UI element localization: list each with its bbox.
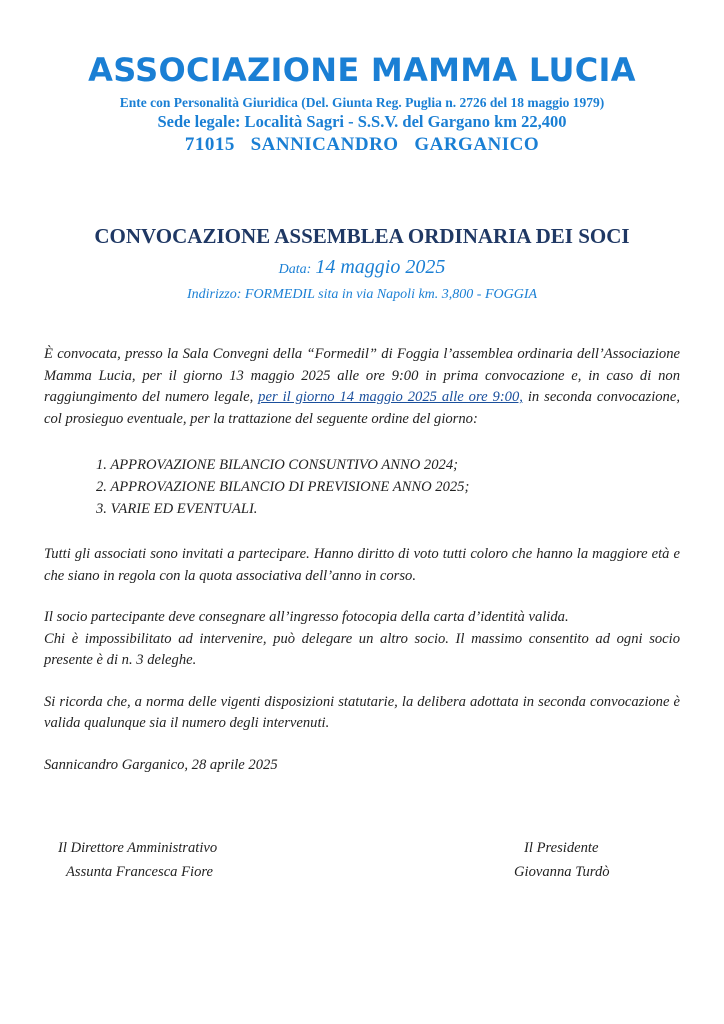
meeting-address: Indirizzo: FORMEDIL sita in via Napoli km. 3,800 - FOGGIA xyxy=(186,287,538,302)
second-call-date: per il giorno 14 maggio 2025 alle ore 9:00, xyxy=(258,389,523,405)
president-signature xyxy=(514,836,610,884)
intro-paragraph xyxy=(44,344,680,430)
document-body xyxy=(44,344,680,776)
id-document-paragraph: Il socio partecipante deve consegnare all’ingresso fotocopia della carta d’identità valida. xyxy=(44,609,569,625)
meeting-date xyxy=(0,254,724,283)
invite-paragraph: Tutti gli associati sono invitati a partecipare. Hanno diritto di voto tutti coloro che hanno la maggiore età e che siano in regola con la quota associativa dell’anno in corso. xyxy=(44,546,680,584)
date-value: 14 maggio 2025 xyxy=(315,256,446,278)
director-signature xyxy=(58,836,217,884)
place-date: Sannicandro Garganico, 28 aprile 2025 xyxy=(44,756,278,773)
president-name: Giovanna Turdò xyxy=(514,864,610,880)
agenda-item: 2. APPROVAZIONE BILANCIO DI PREVISIONE ANNO 2025; xyxy=(96,479,470,495)
delegation-paragraph: Chi è impossibilitato ad intervenire, può delegare un altro socio. Il massimo consentito ad ogni socio presente è di n. 3 deleghe. xyxy=(44,630,680,668)
intro-text-1: È convocata, presso la Sala Convegni della “Formedil” di Foggia l’assemblea ordinaria dell’Associazione Mamma Lucia, per il giorno 13 maggio 2025 alle ore 9:00 in prima convocazione e, in caso di non raggiungimento del numero legale, xyxy=(44,346,680,405)
agenda-item: 1. APPROVAZIONE BILANCIO CONSUNTIVO ANNO 2024; xyxy=(96,457,458,473)
reminder-paragraph: Si ricorda che, a norma delle vigenti disposizioni statutarie, la delibera adottata in seconda convocazione è valida qualunque sia il numero degli intervenuti. xyxy=(44,693,680,731)
title-block xyxy=(0,222,724,305)
letterhead xyxy=(0,48,724,158)
intro-text-2: in seconda convocazione, col prosieguo eventuale, per la trattazione del seguente ordine del giorno: xyxy=(44,389,680,427)
agenda-item: 3. VARIE ED EVENTUALI. xyxy=(96,501,258,517)
president-role: Il Presidente xyxy=(524,840,599,856)
director-role: Il Direttore Amministrativo xyxy=(58,840,218,856)
director-name: Assunta Francesca Fiore xyxy=(66,864,213,880)
date-label: Data: xyxy=(278,262,312,277)
postal-city: 71015 SANNICANDRO GARGANICO xyxy=(184,134,540,155)
document-title: CONVOCAZIONE ASSEMBLEA ORDINARIA DEI SOCI xyxy=(94,224,630,248)
legal-status: Ente con Personalità Giuridica (Del. Giunta Reg. Puglia n. 2726 del 18 maggio 1979) xyxy=(119,95,605,110)
agenda-list xyxy=(44,454,680,520)
registered-office: Sede legale: Località Sagri - S.S.V. del Gargano km 22,400 xyxy=(157,112,567,131)
organization-name: ASSOCIAZIONE MAMMA LUCIA xyxy=(88,51,636,89)
